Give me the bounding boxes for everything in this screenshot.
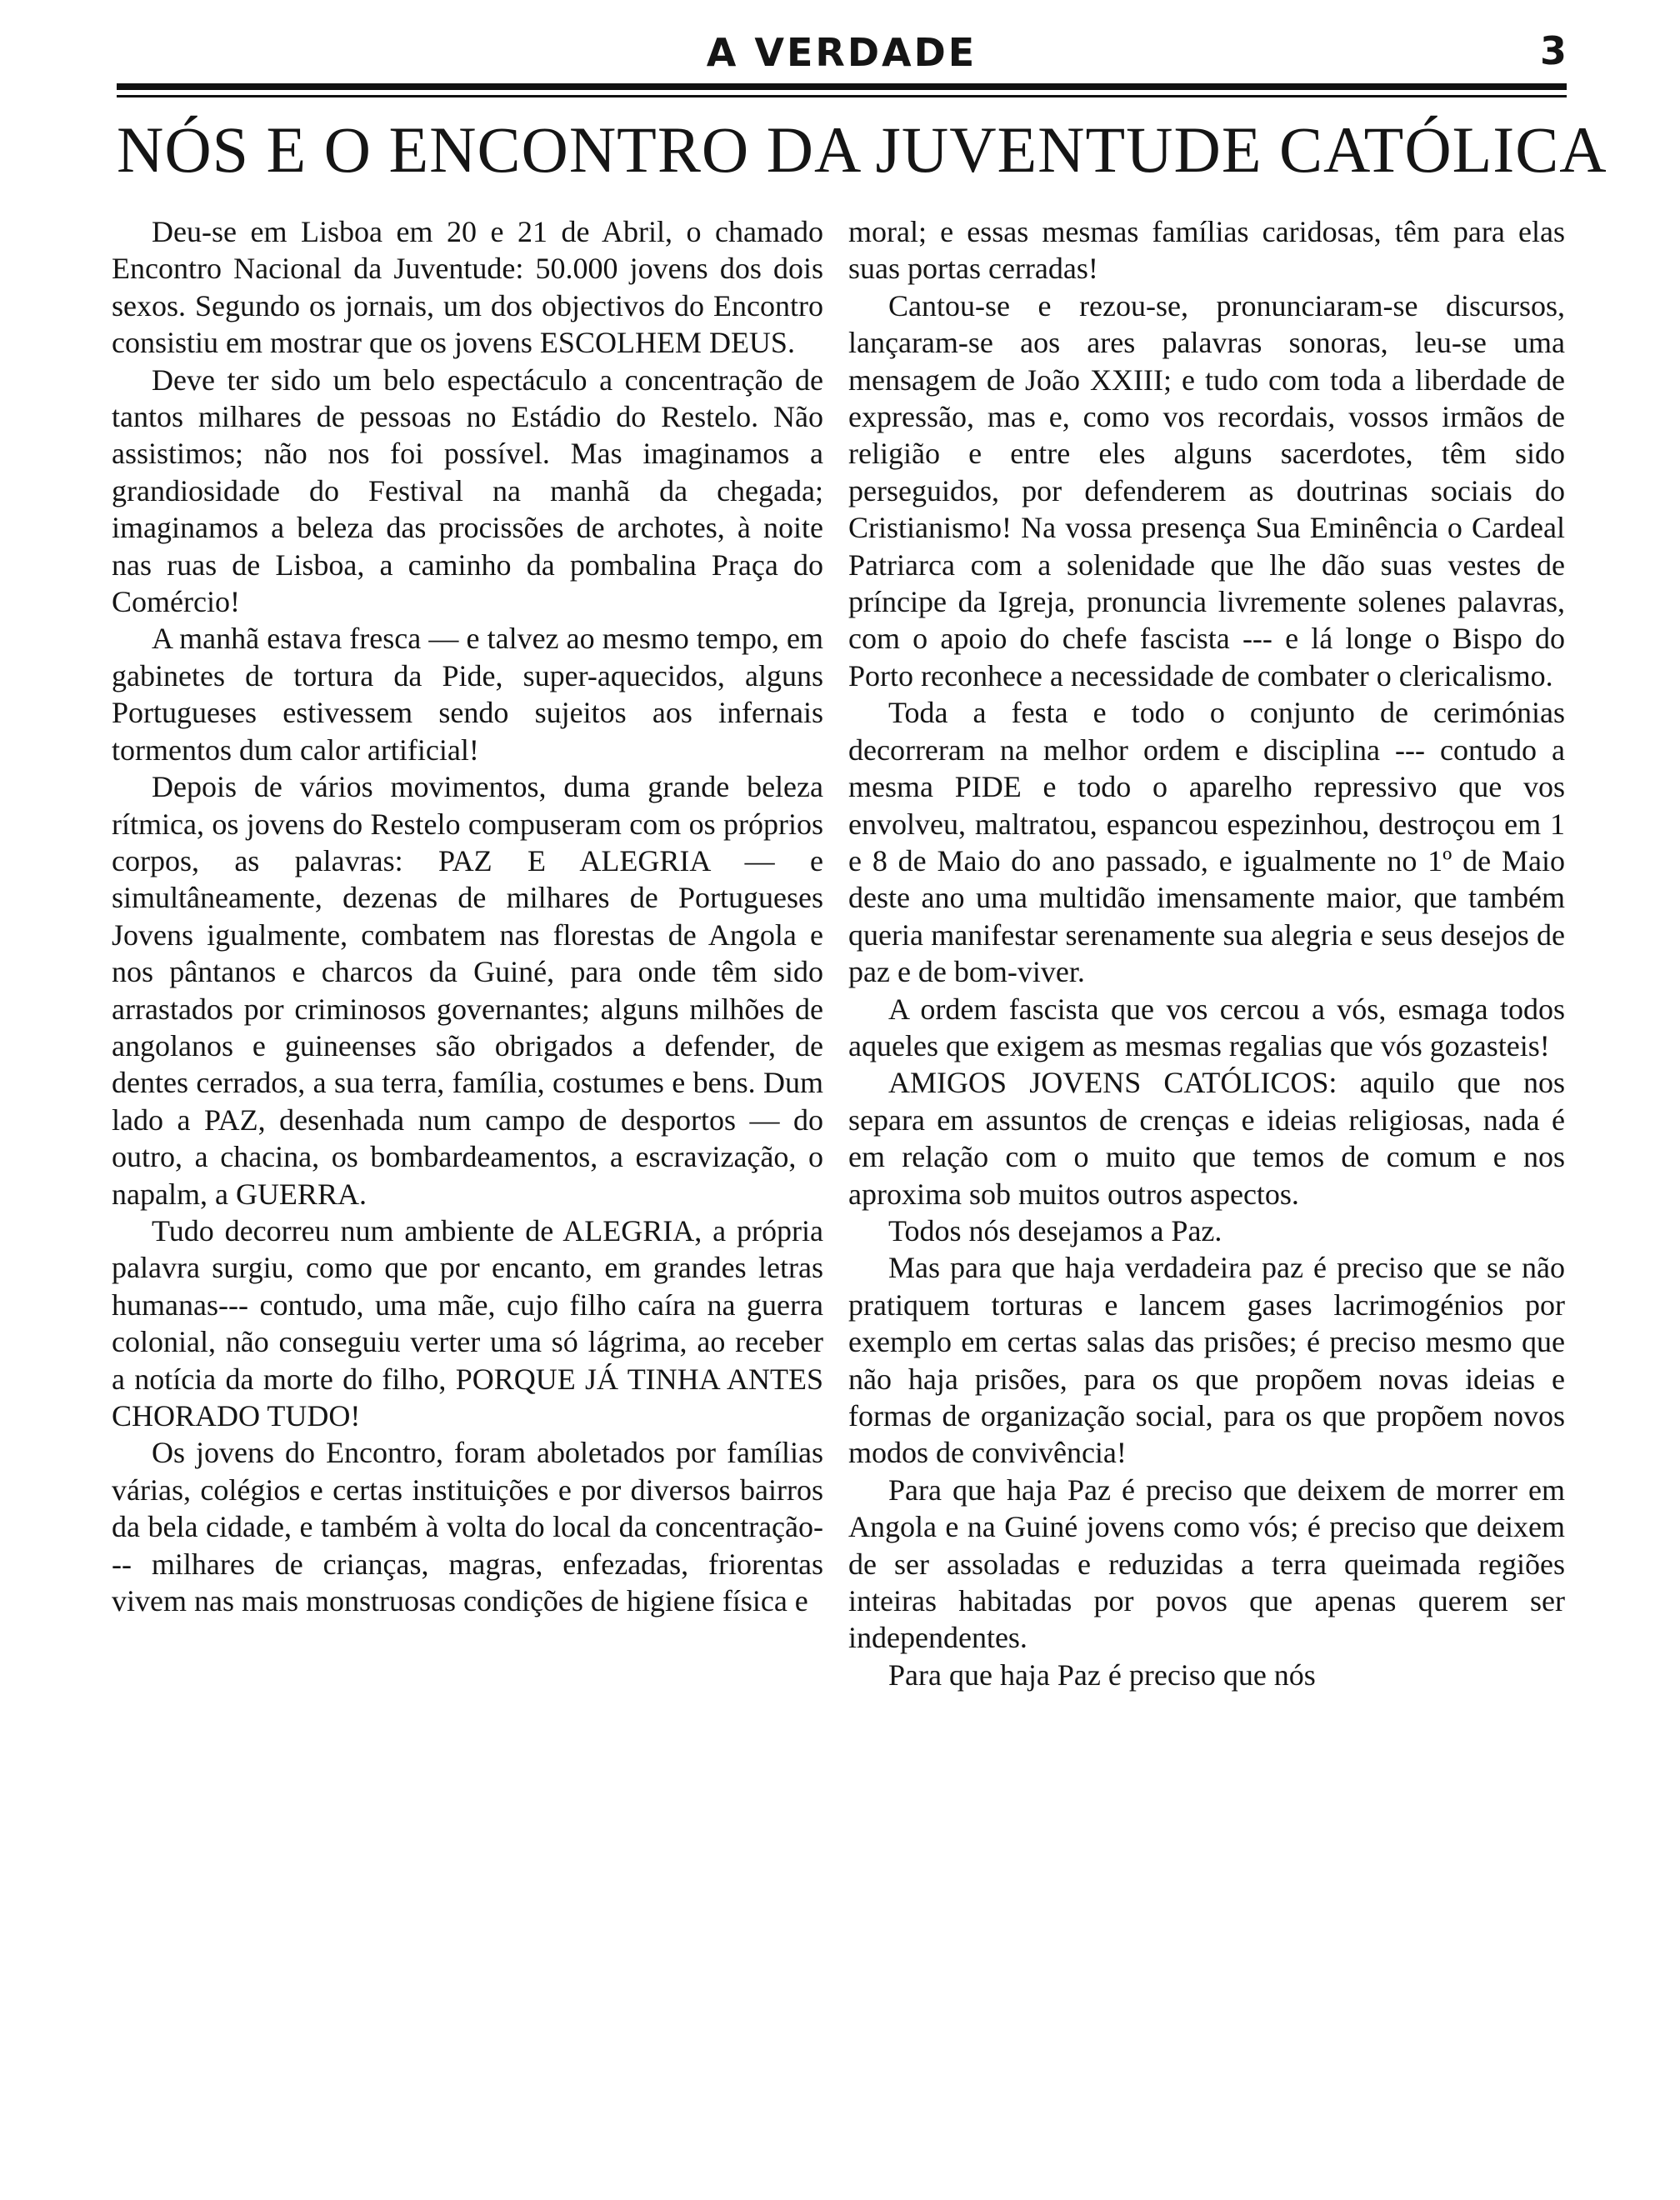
running-head (117, 30, 1567, 80)
article-headline: NÓS E O ENCONTRO DA JUVENTUDE CATÓLICA (117, 113, 1608, 186)
page-number: 3 (1539, 28, 1567, 73)
paragraph: Deu-se em Lisboa em 20 e 21 de Abril, o chamado Encontro Nacional da Juventude: 50.000 jovens dos dois sexos. Segundo os jornais, um dos objectivos do Encontro consistiu em mostrar que os jovens ESCOLHEM DEUS. (112, 215, 823, 360)
paragraph: Todos nós desejamos a Paz. (888, 1213, 1222, 1248)
paragraph: Os jovens do Encontro, foram aboletados por famílias várias, colégios e certas instituições e por diversos bairros da bela cidade, e também à volta do local da concentração--- milhares de crianças, magras, enfezadas, friorentas vivem nas mais monstruosas condições de higiene física e (112, 1436, 823, 1618)
paragraph: Mas para que haja verdadeira paz é preciso que se não pratiquem torturas e lancem gases lacrimogénios por exemplo em certas salas das prisões; é preciso mesmo que não haja prisões, para os que propõem novas ideias e formas de organização social, para os que propõem novos modos de convivência! (848, 1251, 1565, 1470)
paragraph: AMIGOS JOVENS CATÓLICOS: aquilo que nos separa em assuntos de crenças e ideias religiosas, nada é em relação com o muito que temos de comum e nos aproxima sob muitos outros aspectos. (848, 1066, 1565, 1211)
paragraph: A ordem fascista que vos cercou a vós, esmaga todos aqueles que exigem as mesmas regalias que vós gozasteis! (848, 992, 1565, 1062)
right-column (848, 213, 1565, 1693)
newspaper-title: A VERDADE (706, 30, 978, 75)
paragraph: Para que haja Paz é preciso que deixem de morrer em Angola e na Guiné jovens como vós; é preciso que deixem de ser assoladas e reduzidas a terra queimada regiões inteiras habitadas por povos que apenas querem ser independentes. (848, 1472, 1565, 1655)
paragraph: Tudo decorreu num ambiente de ALEGRIA, a própria palavra surgiu, como que por encanto, em grandes letras humanas--- contudo, uma mãe, cujo filho caíra na guerra colonial, não conseguiu verter uma só lágrima, ao receber a notícia da morte do filho, PORQUE JÁ TINHA ANTES CHORADO TUDO! (112, 1213, 823, 1432)
paragraph: Para que haja Paz é preciso que nós (888, 1658, 1316, 1692)
header-rule-thick (117, 83, 1567, 90)
paragraph: A manhã estava fresca — e talvez ao mesmo tempo, em gabinetes de tortura da Pide, super-aquecidos, alguns Portugueses estivessem sendo sujeitos aos infernais tormentos dum calor artificial! (112, 622, 823, 767)
article-body (112, 213, 1565, 2130)
left-column (112, 213, 823, 1619)
paragraph: Cantou-se e rezou-se, pronunciaram-se discursos, lançaram-se aos ares palavras sonoras, leu-se uma mensagem de João XXIII; e tudo com toda a liberdade de expressão, mas e, como vos recordais, vossos irmãos de religião e entre eles alguns sacerdotes, têm sido perseguidos, por defenderem as doutrinas sociais do Cristianismo! Na vossa presença Sua Eminência o Cardeal Patriarca com a solenidade que lhe dão suas vestes de príncipe da Igreja, pronuncia livremente solenes palavras, com o apoio do chefe fascista --- e lá longe o Bispo do Porto reconhece a necessidade de combater o clericalismo. (848, 288, 1565, 692)
paragraph: Deve ter sido um belo espectáculo a concentração de tantos milhares de pessoas no Estádio do Restelo. Não assistimos; não nos foi possível. Mas imaginamos a grandiosidade do Festival na manhã da chegada; imaginamos a beleza das procissões de archotes, à noite nas ruas de Lisboa, a caminho da pombalina Praça do Comércio! (112, 362, 823, 619)
paragraph-continuation: moral; e essas mesmas famílias caridosas, têm para elas suas portas cerradas! (848, 215, 1565, 286)
paragraph: Toda a festa e todo o conjunto de cerimónias decorreram na melhor ordem e disciplina --- contudo a mesma PIDE e todo o aparelho repressivo que vos envolveu, maltratou, espancou espezinhou, destroçou em 1 e 8 de Maio do ano passado, e igualmente no 1º de Maio deste ano uma multidão imensamente maior, que também queria manifestar serenamente sua alegria e seus desejos de paz e de bom-viver. (848, 696, 1565, 989)
header-rule-thin (117, 95, 1567, 98)
paragraph: Depois de vários movimentos, duma grande beleza rítmica, os jovens do Restelo compuseram com os próprios corpos, as palavras: PAZ E ALEGRIA — e simultâneamente, dezenas de milhares de Portugueses Jovens igualmente, combatem nas florestas de Angola e nos pântanos e charcos da Guiné, para onde têm sido arrastados por criminosos governantes; alguns milhões de angolanos e guineenses são obrigados a defender, de dentes cerrados, a sua terra, família, costumes e bens. Dum lado a PAZ, desenhada num campo de desportos — do outro, a chacina, os bombardeamentos, a escravização, o napalm, a GUERRA. (112, 770, 823, 1211)
